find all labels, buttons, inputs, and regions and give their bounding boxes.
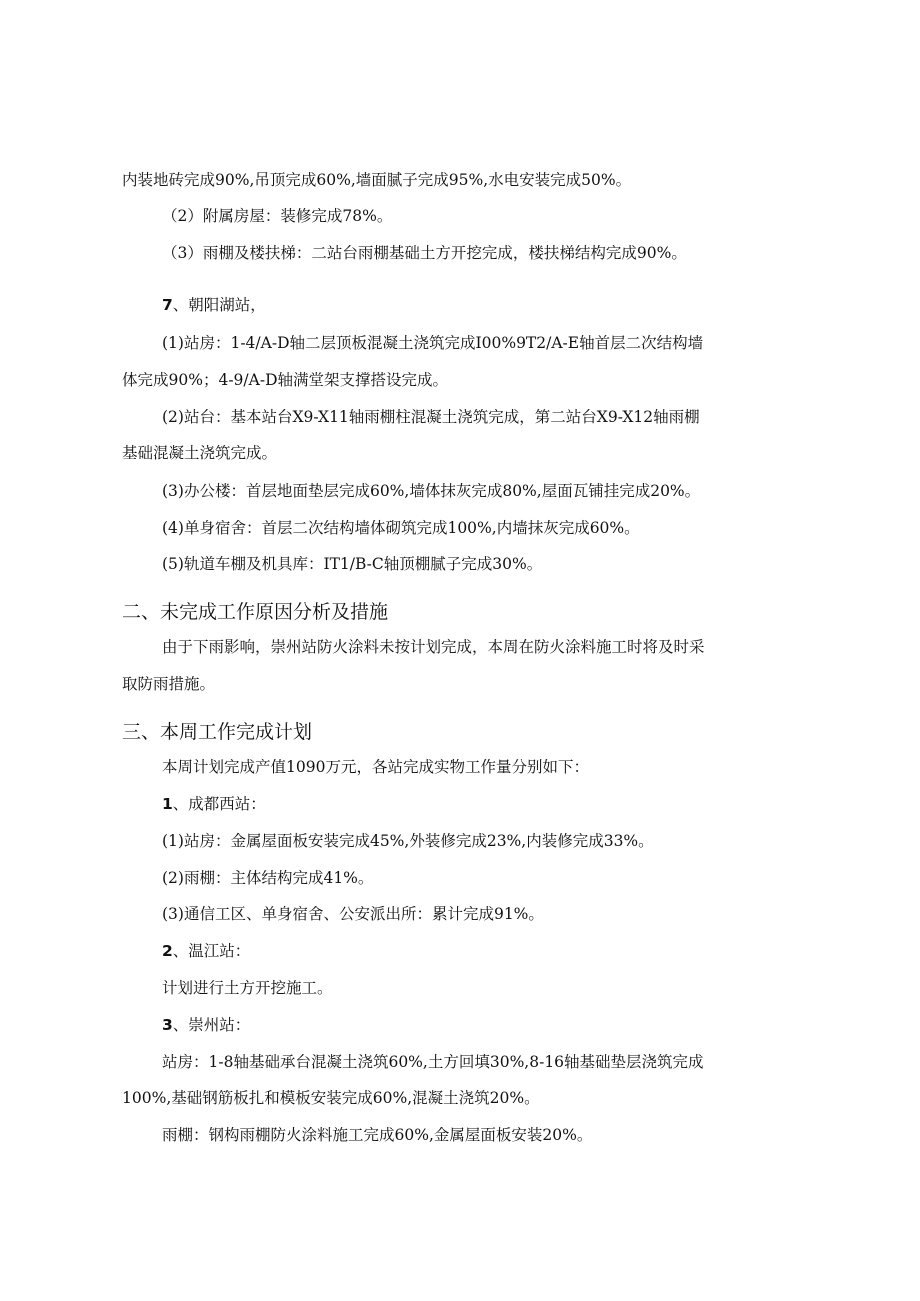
- paragraph-line: 本周计划完成产值1090万元，各站完成实物工作量分别如下：: [162, 758, 589, 776]
- paragraph-line: 100%,基础钢筋板扎和模板安装完成60%,混凝土浇筑20%。: [122, 1089, 540, 1107]
- item-title: 、成都西站：: [172, 795, 266, 813]
- item-number: 1: [162, 795, 173, 813]
- paragraph-line: 雨棚：钢构雨棚防火涂料施工完成60%,金属屋面板安装20%。: [162, 1126, 593, 1144]
- paragraph-line: (2)雨棚：主体结构完成41%。: [162, 869, 374, 887]
- section-item-title: [162, 1015, 250, 1035]
- item-number: 2: [162, 942, 173, 960]
- paragraph-line: 由于下雨影响，崇州站防火涂料未按计划完成，本周在防火涂料施工时将及时采: [162, 638, 705, 656]
- section-item-title: [162, 295, 266, 315]
- paragraph-line: (1)站房：1-4/A-D轴二层顶板混凝土浇筑完成I00%9T2/A-E轴首层二次结构墙: [162, 334, 704, 352]
- item-title: 、朝阳湖站，: [172, 296, 266, 314]
- paragraph-line: (3)办公楼：首层地面垫层完成60%,墙体抹灰完成80%,屋面瓦铺挂完成20%。: [162, 482, 701, 500]
- paragraph-line: 计划进行土方开挖施工。: [162, 979, 333, 997]
- paragraph-line: 站房：1-8轴基础承台混凝土浇筑60%,土方回填30%,8-16轴基础垫层浇筑完成: [162, 1053, 704, 1071]
- item-title: 、崇州站：: [172, 1016, 251, 1034]
- paragraph-line: 取防雨措施。: [122, 675, 216, 693]
- item-number: 3: [162, 1016, 173, 1034]
- section-heading: 三、本周工作完成计划: [122, 721, 313, 743]
- paragraph-line: (2)站台：基本站台X9-X11轴雨棚柱混凝土浇筑完成，第二站台X9-X12轴雨棚: [162, 408, 700, 426]
- paragraph-line: (3)通信工区、单身宿舍、公安派出所：累计完成91%。: [162, 905, 544, 923]
- item-title: 、温江站：: [172, 942, 251, 960]
- paragraph-line: 内装地砖完成90%,吊顶完成60%,墙面腻子完成95%,水电安装完成50%。: [122, 171, 632, 189]
- paragraph-line: 体完成90%；4-9/A-D轴满堂架支撑搭设完成。: [122, 371, 448, 389]
- paragraph-line: (4)单身宿舍：首层二次结构墙体砌筑完成100%,内墙抹灰完成60%。: [162, 519, 640, 537]
- section-item-title: [162, 941, 250, 961]
- section-item-title: [162, 794, 266, 814]
- item-number: 7: [162, 296, 173, 314]
- section-heading: 二、未完成工作原因分析及措施: [122, 601, 389, 623]
- paragraph-line: （2）附属房屋：装修完成78%。: [162, 207, 393, 225]
- paragraph-line: (5)轨道车棚及机具库：IT1/B-C轴顶棚腻子完成30%。: [162, 555, 543, 573]
- paragraph-line: 基础混凝土浇筑完成。: [122, 444, 278, 462]
- paragraph-line: （3）雨棚及楼扶梯：二站台雨棚基础土方开挖完成，楼扶梯结构完成90%。: [162, 244, 687, 262]
- paragraph-line: (1)站房：金属屋面板安装完成45%,外装修完成23%,内装修完成33%。: [162, 832, 654, 850]
